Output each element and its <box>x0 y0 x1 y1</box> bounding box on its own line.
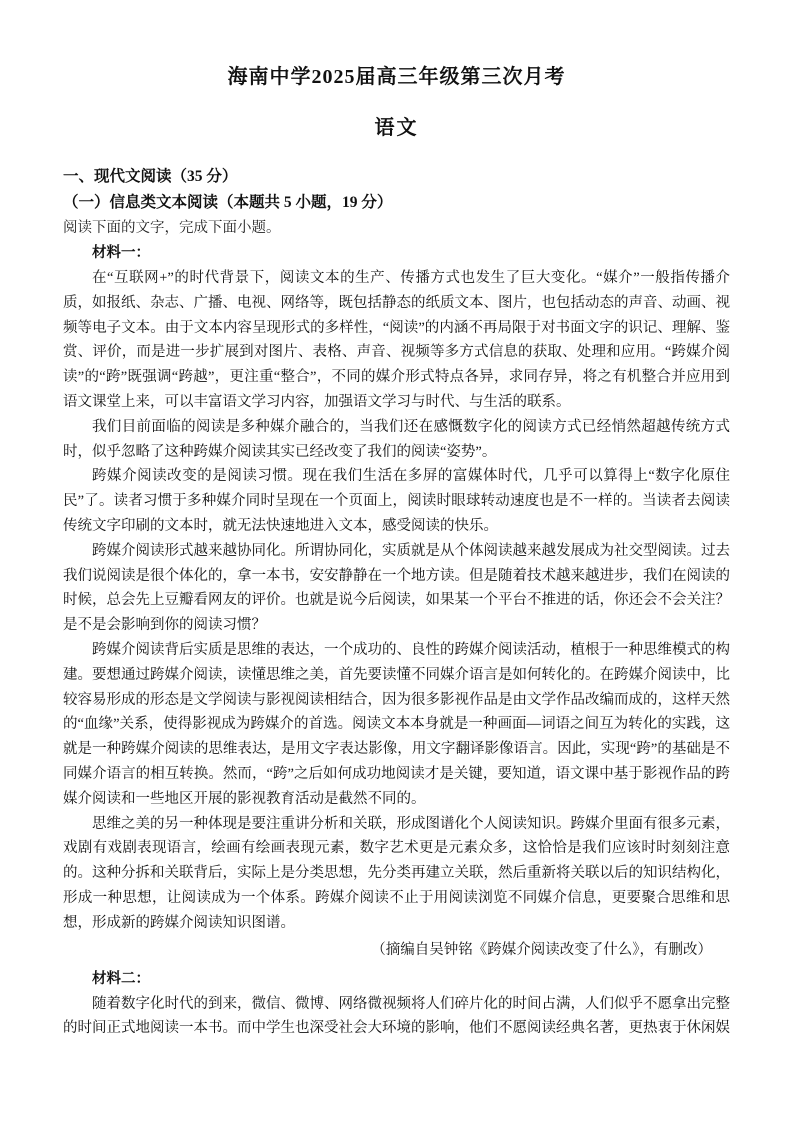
material1-paragraph: 思维之美的另一种体现是要注重讲分析和关联，形成图谱化个人阅读知识。跨媒介里面有很多元素，戏剧有戏剧表现语言，绘画有绘画表现元素，数字艺术更是元素众多，这恰恰是我们应该时时刻刻注意的。这种分拆和关联背后，实际上是分类思想，先分类再建立关联，然后重新将关联以后的知识结构化，形成一种思想，让阅读成为一个体系。跨媒介阅读不止于用阅读浏览不同媒介信息，更要聚合思维和思想，形成新的跨媒介阅读知识图谱。 <box>63 815 730 931</box>
subject-title: 语文 <box>374 117 419 139</box>
section-heading: 一、现代文阅读（35 分） <box>63 168 238 185</box>
material1-paragraph: 跨媒介阅读改变的是阅读习惯。现在我们生活在多屏的富媒体时代，几乎可以算得上“数字化原住民”了。读者习惯于多种媒介同时呈现在一个页面上，阅读时眼球转动速度也是不一样的。当读者去阅读传统文字印刷的文本时，就无法快速地进入文本，感受阅读的快乐。 <box>63 468 730 534</box>
subsection-heading: （一）信息类文本阅读（本题共 5 小题，19 分） <box>63 194 393 211</box>
material1-paragraph: 跨媒介阅读形式越来越协同化。所谓协同化，实质就是从个体阅读越来越发展成为社交型阅读。过去我们说阅读是很个体化的，拿一本书，安安静静在一个地方读。但是随着技术越来越进步，我们在阅读的时候，总会先上豆瓣看网友的评价。也就是说今后阅读，如果某一个平台不推进的话，你还会不会关注？是不是会影响到你的阅读习惯？ <box>63 542 730 634</box>
reading-instruction: 阅读下面的文字，完成下面小题。 <box>63 220 281 236</box>
material1-label: 材料一： <box>92 245 150 261</box>
material2-paragraph: 随着数字化时代的到来，微信、微博、网络微视频将人们碎片化的时间占满，人们似乎不愿拿出完整的时间正式地阅读一本书。而中学生也深受社会大环境的影响，他们不愿阅读经典名著，更热衷于休闲娱 <box>63 995 730 1037</box>
material1-paragraph: 在“互联网+”的时代背景下，阅读文本的生产、传播方式也发生了巨大变化。“媒介”一般指传播介质，如报纸、杂志、广播、电视、网络等，既包括静态的纸质文本、图片，也包括动态的声音、动画、视频等电子文本。由于文本内容呈现形式的多样性，“阅读”的内涵不再局限于对书面文字的识记、理解、鉴赏、评价，而是进一步扩展到对图片、表格、声音、视频等多方式信息的获取、处理和应用。“跨媒介阅读”的“跨”既强调“跨越”，更注重“整合”，不同的媒介形式特点各异，求同存异，将之有机整合并应用到语文课堂上来，可以丰富语文学习内容，加强语文学习与时代、与生活的联系。 <box>63 270 730 410</box>
material1-attribution: （摘编自吴钟铭《跨媒介阅读改变了什么》，有删改） <box>371 941 712 958</box>
material1-paragraph: 跨媒介阅读背后实质是思维的表达，一个成功的、良性的跨媒介阅读活动，植根于一种思维模式的构建。要想通过跨媒介阅读，读懂思维之美，首先要读懂不同媒介语言是如何转化的。在跨媒介阅读中，比较容易形成的形态是文学阅读与影视阅读相结合，因为很多影视作品是由文学作品改编而成的，这样天然的“血缘”关系，使得影视成为跨媒介的首选。阅读文本本身就是一种画面—词语之间互为转化的实践，这就是一种跨媒介阅读的思维表达，是用文字表达影像，用文字翻译影像语言。因此，实现“跨”的基础是不同媒介语言的相互转换。然而，“跨”之后如何成功地阅读才是关键，要知道，语文课中基于影视作品的跨媒介阅读和一些地区开展的影视教育活动是截然不同的。 <box>63 641 730 807</box>
exam-title: 海南中学2025届高三年级第三次月考 <box>227 66 566 88</box>
material2-label: 材料二： <box>92 970 150 987</box>
material1-paragraph: 我们目前面临的阅读是多种媒介融合的，当我们还在感慨数字化的阅读方式已经悄然超越传统方式时，似乎忽略了这种跨媒介阅读其实已经改变了我们的阅读“姿势”。 <box>63 418 730 460</box>
